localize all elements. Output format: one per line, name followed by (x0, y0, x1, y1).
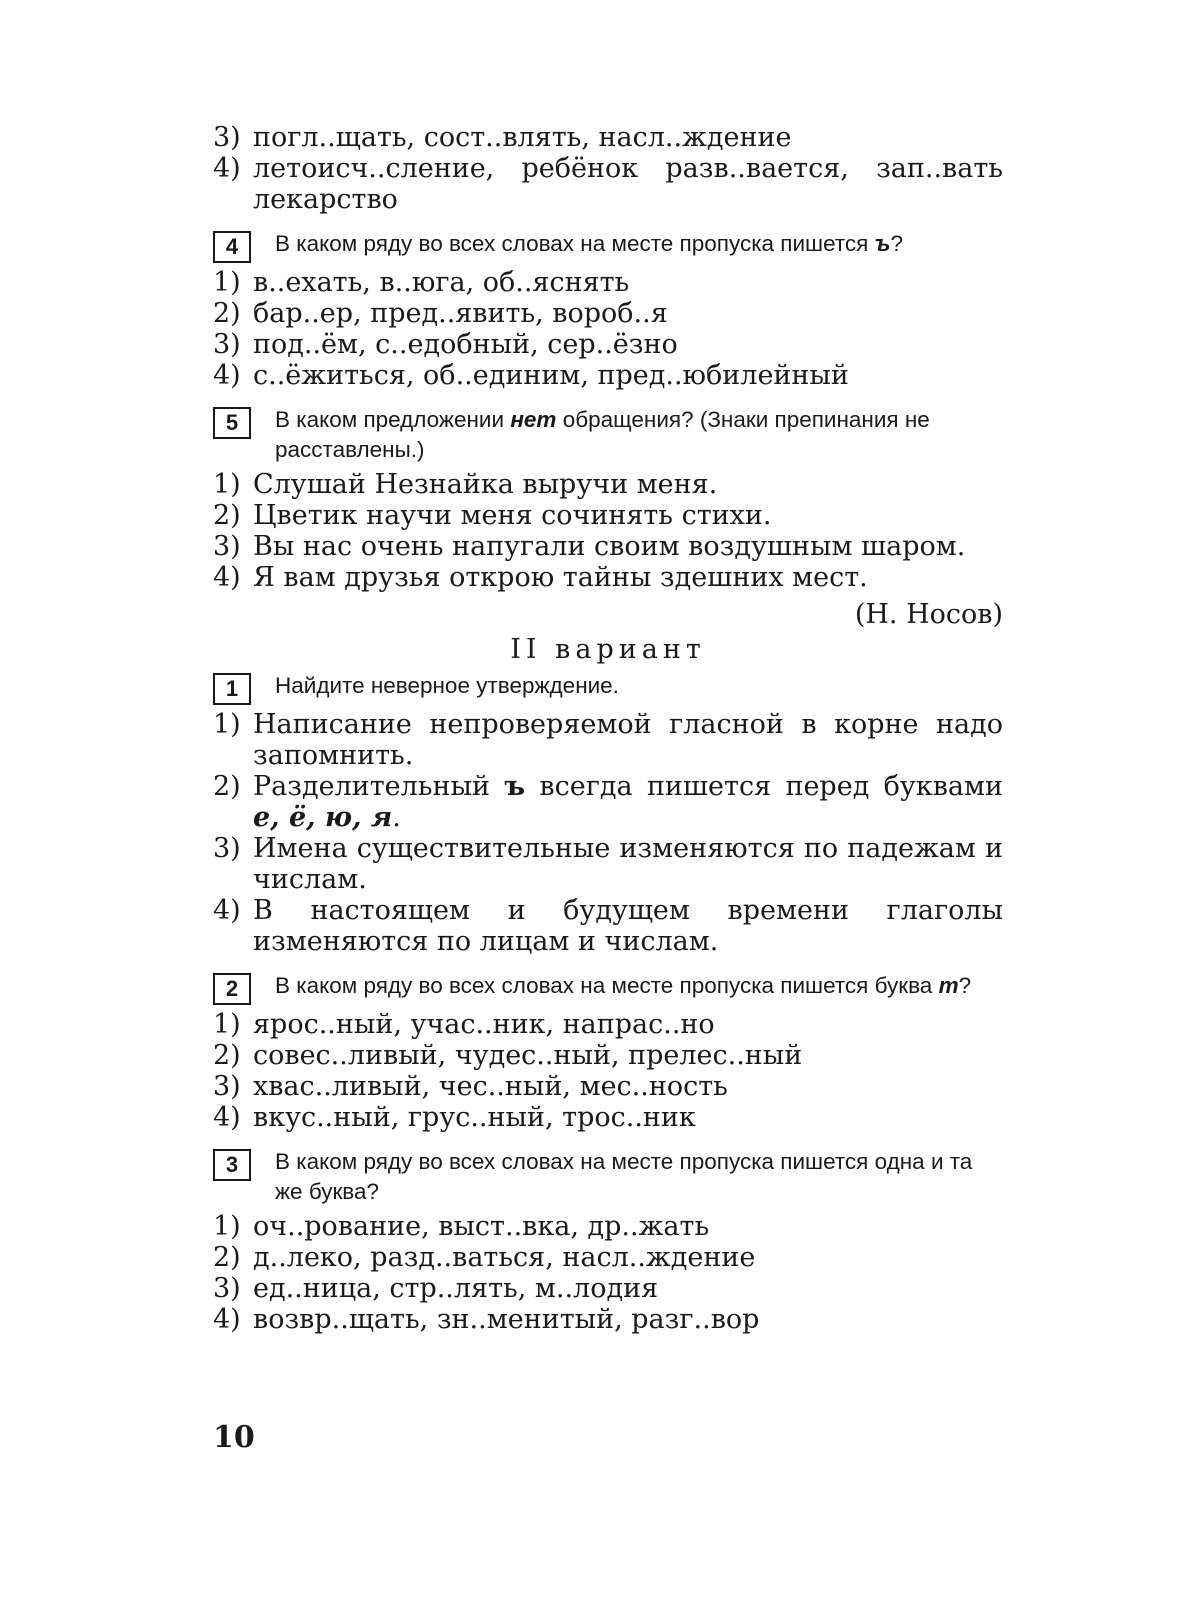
option-number: 4) (213, 1102, 241, 1133)
option-number: 2) (213, 1040, 241, 1071)
option-row (213, 469, 1003, 500)
option-text: возвр..щать, зн..менитый, разг..вор (253, 1304, 760, 1335)
option-row (213, 1211, 1003, 1242)
question-5-header (213, 405, 1003, 465)
option-row (213, 1304, 1003, 1335)
question-text: Найдите неверное утверждение. (275, 673, 619, 698)
option-text: оч..рование, выст..вка, др..жать (253, 1211, 710, 1242)
option-number: 4) (213, 895, 241, 926)
option-number: 4) (213, 360, 241, 391)
option-row (213, 1242, 1003, 1273)
option-emphasis: е, ё, ю, я (253, 802, 393, 833)
question-number-box: 4 (213, 231, 251, 263)
option-number: 3) (213, 329, 241, 360)
option-text: Вы нас очень напугали своим воздушным шаром. (253, 531, 966, 562)
question-text (275, 971, 1003, 1001)
option-text: ярос..ный, учас..ник, напрас..но (253, 1009, 715, 1040)
question-number-box: 5 (213, 407, 251, 439)
continued-options (213, 122, 1003, 215)
option-emphasis: ъ (504, 771, 526, 802)
option-number: 1) (213, 267, 241, 298)
option-text: В настоящем и будущем времени глаголы изменяются по лицам и числам. (253, 895, 1003, 957)
option-row (213, 500, 1003, 531)
question-text-part: ? (890, 231, 904, 256)
option-number: 2) (213, 500, 241, 531)
option-row (213, 122, 1003, 153)
question-number-box: 1 (213, 673, 251, 705)
question-text-part: ? (958, 973, 972, 998)
option-number: 3) (213, 122, 241, 153)
question-text-part: В каком ряду во всех словах на месте пропуска пишется (275, 231, 875, 256)
question-text-part: обращения? (Знаки препинания не расставлены.) (275, 407, 930, 462)
option-row (213, 531, 1003, 562)
option-text: Цветик научи меня сочинять стихи. (253, 500, 772, 531)
option-number: 4) (213, 1304, 241, 1335)
option-row (213, 1040, 1003, 1071)
option-row (213, 329, 1003, 360)
option-number: 2) (213, 1242, 241, 1273)
option-text: погл..щать, сост..влять, насл..ждение (253, 122, 792, 153)
question-3-options (213, 1211, 1003, 1335)
question-1-header (213, 671, 1003, 705)
option-text: хвас..ливый, чес..ный, мес..ность (253, 1071, 728, 1102)
option-number: 1) (213, 469, 241, 500)
question-emphasis: нет (510, 407, 557, 432)
option-text (253, 771, 1003, 833)
option-text: летоисч..сление, ребёнок разв..вается, зап..вать лекарство (253, 153, 1003, 215)
option-number: 3) (213, 1071, 241, 1102)
option-text: с..ёжиться, об..единим, пред..юбилейный (253, 360, 849, 391)
question-2-options (213, 1009, 1003, 1133)
option-text: в..ехать, в..юга, об..яснять (253, 267, 630, 298)
question-5-options (213, 469, 1003, 630)
question-number-box: 2 (213, 973, 251, 1005)
option-text-part: . (392, 802, 401, 833)
option-number: 4) (213, 153, 241, 184)
question-number-box: 3 (213, 1149, 251, 1181)
option-row (213, 562, 1003, 593)
option-text: под..ём, с..едобный, сер..ёзно (253, 329, 678, 360)
option-text-part: Разделительный (253, 771, 505, 802)
option-number: 3) (213, 833, 241, 864)
question-emphasis: т (938, 973, 959, 998)
option-text: д..леко, разд..ваться, насл..ждение (253, 1242, 756, 1273)
variant-heading: II вариант (510, 634, 706, 665)
question-emphasis: ъ (874, 231, 891, 256)
option-text: бар..ер, пред..явить, вороб..я (253, 298, 668, 329)
option-text: Слушай Незнайка выручи меня. (253, 469, 718, 500)
option-text: вкус..ный, грус..ный, трос..ник (253, 1102, 696, 1133)
question-2-header (213, 971, 1003, 1005)
option-text: Написание непроверяемой гласной в корне надо запомнить. (253, 709, 1003, 771)
option-number: 1) (213, 1211, 241, 1242)
option-text: Имена существительные изменяются по падежам и числам. (253, 833, 1003, 895)
option-text: совес..ливый, чудес..ный, прелес..ный (253, 1040, 803, 1071)
citation-author: (Н. Носов) (854, 599, 1003, 630)
question-3-header (213, 1147, 1003, 1207)
option-row (213, 895, 1003, 957)
option-row (213, 709, 1003, 771)
option-row (213, 1009, 1003, 1040)
option-number: 1) (213, 1009, 241, 1040)
option-text: ед..ница, стр..лять, м..лодия (253, 1273, 659, 1304)
question-text: В каком ряду во всех словах на месте пропуска пишется одна и та же буква? (275, 1149, 973, 1204)
option-row (213, 1273, 1003, 1304)
option-row (213, 360, 1003, 391)
question-text (275, 405, 1003, 465)
option-row (213, 833, 1003, 895)
option-text-part: всегда пишется перед буквами (525, 771, 1003, 802)
question-text (275, 229, 1003, 259)
page-number: 10 (213, 1420, 255, 1455)
question-1-options (213, 709, 1003, 957)
option-row (213, 1102, 1003, 1133)
option-text: Я вам друзья открою тайны здешних мест. (253, 562, 868, 593)
question-4-header (213, 229, 1003, 263)
option-row (213, 267, 1003, 298)
option-number: 1) (213, 709, 241, 740)
option-row (213, 153, 1003, 215)
question-text-part: В каком ряду во всех словах на месте пропуска пишется буква (275, 973, 939, 998)
textbook-page (213, 122, 1003, 1335)
option-row (213, 771, 1003, 833)
question-4-options (213, 267, 1003, 391)
option-number: 3) (213, 1273, 241, 1304)
option-number: 3) (213, 531, 241, 562)
option-number: 4) (213, 562, 241, 593)
option-row (213, 1071, 1003, 1102)
option-row (213, 298, 1003, 329)
option-number: 2) (213, 298, 241, 329)
option-number: 2) (213, 771, 241, 802)
question-text-part: В каком предложении (275, 407, 511, 432)
